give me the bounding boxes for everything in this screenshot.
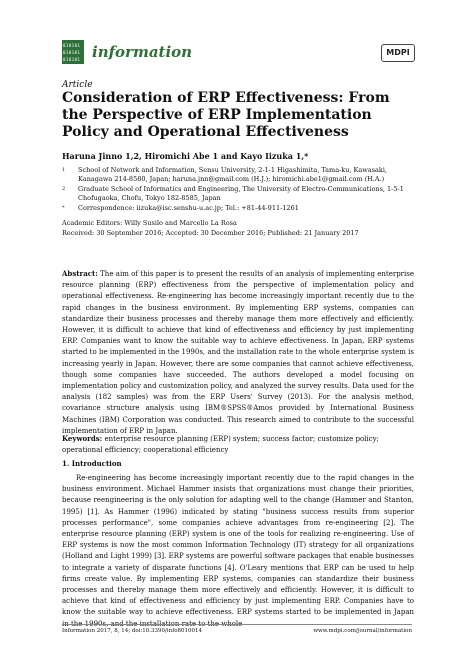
abstract-text: The aim of this paper is to present the results of an analysis of implementing enterprise resource planning (ERP) effectiveness from the perspective of implementation policy and operational effectiveness. Re-engineering has become increasingly important recently due to the rapid changes in the business environment. By implementing ERP systems, companies can standardize their business processes and thereby manage them more effectively and efficiently. However, it is difficult to achieve that kind of effectiveness and efficiency by just implementing ERP. Companies want to know the suitable way to achieve effectiveness. In Japan, ERP systems started to be implemented in the 1990s, and the installation rate to the whole enterprise system is increasing yearly in Japan. However, there are some companies that cannot achieve effectiveness, though some companies have succeeded. The authors developed a model focusing on implementation policy and customization policy, and analyzed the survey results. Data used for the analysis (182 samples) was from the ERP Users' Survey (2013). For the analysis method, covariance structure analysis using IBM®SPSS®Amos provided by International Business Machines (IBM) Corporation was conducted. This research aimed to contribute to the successful implementation of ERP in Japan.	[62, 270, 414, 435]
affiliation-text: Correspondence: iizuka@isc.senshu-u.ac.jp; Tel.: +81-44-911-1261	[78, 204, 299, 212]
affiliation-1	[62, 166, 422, 184]
affiliation-text: Graduate School of Informatics and Engineering, The University of Electro-Communications, 1-5-1 Chofugaoka, Chofu, Tokyo 182-8585, Japan	[78, 185, 404, 202]
affiliation-mark: 1	[62, 167, 66, 173]
affiliation-2	[62, 185, 422, 203]
footer-citation: Information 2017, 8, 14; doi:10.3390/info8010014	[62, 628, 203, 634]
keywords	[62, 433, 414, 456]
keywords-label: Keywords:	[62, 434, 103, 443]
affiliation-text: School of Network and Information, Sensu University, 2-1-1 Higashimita, Tama-ku, Kawasaki, Kanagawa 214-8580, Japan; haruna.jnn@gmail.com (H.J.); hiromichi.abe1@gmail.com (H.A.)	[78, 166, 387, 183]
publication-dates: Received: 30 September 2016; Accepted: 30 December 2016; Published: 21 January 2017	[62, 229, 359, 237]
abstract-label: Abstract:	[62, 269, 98, 278]
keywords-text: enterprise resource planning (ERP) system; success factor; customize policy; operational efficiency; cooperational efficiency	[62, 435, 379, 455]
article-type: Article	[62, 80, 93, 90]
footer-rule	[62, 624, 412, 625]
correspondence	[62, 204, 422, 213]
section-heading: 1. Introduction	[62, 459, 122, 468]
publisher-logo: MDPI	[381, 44, 415, 62]
abstract	[62, 268, 414, 437]
authors: Haruna Jinno 1,2, Hiromichi Abe 1 and Kayo Iizuka 1,*	[62, 151, 309, 161]
journal-logo: 010101 010101 010101	[62, 40, 84, 64]
affiliation-mark: 2	[62, 186, 66, 192]
academic-editors: Academic Editors: Willy Susilo and Marcello La Rosa	[62, 219, 237, 227]
paper-title: Consideration of ERP Effectiveness: From the Perspective of ERP Implementation Policy and Operational Effectiveness	[62, 90, 390, 140]
affiliation-mark: *	[62, 205, 65, 211]
introduction-text: Re-engineering has become increasingly important recently due to the rapid changes in the business environment. Michael Hammer insists that organizations must change their priorities, because reengineering is the only solution for adapting well to the change (Hammer and Stanton, 1995) [1]. As Hammer (1996) indicated by stating "business success results from superior processes performance", some companies achieve advantages from re-engineering [2]. The enterprise resource planning (ERP) system is one of the tools for realizing re-engineering. Use of ERP systems is now the most common Information Technology (IT) strategy for all organizations (Holland and Light 1999) [3]. ERP systems are powerful software packages that enable businesses to integrate a variety of disparate functions [4]. O'Leary mentions that ERP can be used to help firms create value. By implementing ERP systems, companies can standardize their business processes and thereby manage them more effectively and efficiently. However, it is difficult to achieve that kind of effectiveness and efficiency by just implementing ERP. Companies have to know the suitable way to achieve effectiveness. ERP systems started to be implemented in Japan in the 1990s, and the installation rate to the whole	[62, 474, 414, 628]
footer-url[interactable]: www.mdpi.com/journal/information	[313, 628, 412, 634]
journal-name: information	[92, 43, 193, 61]
